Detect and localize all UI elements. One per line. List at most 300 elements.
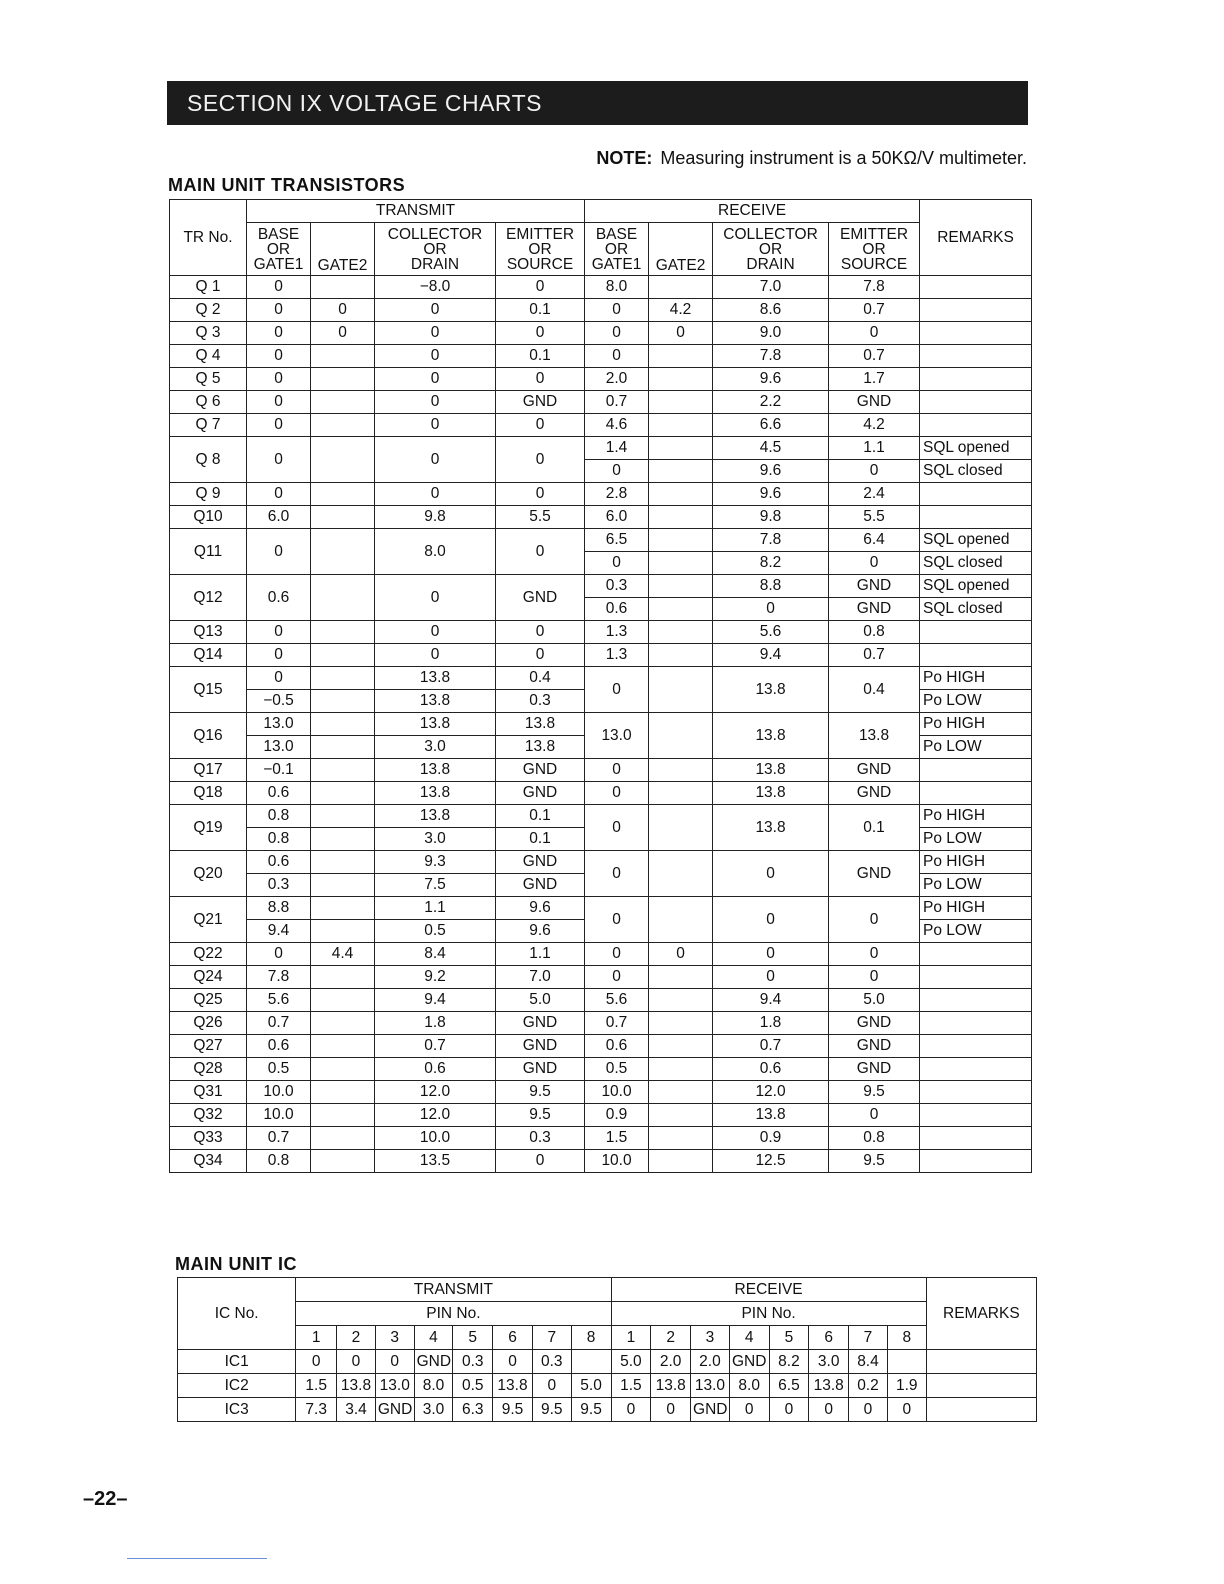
transmit-value: 5.6 xyxy=(247,989,311,1012)
receive-value: 10.0 xyxy=(585,1081,649,1104)
transmit-value: 0 xyxy=(496,621,585,644)
transmit-value: 4.4 xyxy=(311,943,375,966)
transmit-value xyxy=(311,437,375,483)
table-row xyxy=(170,437,1032,460)
ic-receive-value: 5.0 xyxy=(611,1350,651,1374)
transmit-value: 0 xyxy=(311,299,375,322)
transmit-value: 0.6 xyxy=(375,1058,496,1081)
transmit-value: −0.5 xyxy=(247,690,311,713)
header-text: OR xyxy=(862,240,886,258)
remarks-value: SQL opened xyxy=(920,437,1032,460)
receive-value: 4.2 xyxy=(649,299,713,322)
receive-value: 2.8 xyxy=(585,483,649,506)
receive-value: 0.8 xyxy=(829,1127,920,1150)
receive-value xyxy=(649,1150,713,1173)
transmit-value: 0.7 xyxy=(247,1127,311,1150)
receive-value: 5.0 xyxy=(829,989,920,1012)
pin-header: 1 xyxy=(611,1326,651,1350)
transmit-value xyxy=(311,644,375,667)
pin-header: 4 xyxy=(729,1326,769,1350)
header-text: SOURCE xyxy=(506,255,574,273)
header-text: BASE xyxy=(595,225,638,243)
collector-header xyxy=(375,223,496,276)
transmit-value: 7.5 xyxy=(375,874,496,897)
receive-value: 0 xyxy=(585,805,649,851)
receive-value: 0.5 xyxy=(585,1058,649,1081)
receive-value: 0 xyxy=(585,782,649,805)
transmit-value: 0 xyxy=(247,529,311,575)
ic-receive-value: 8.4 xyxy=(849,1350,888,1374)
transmit-value: 0 xyxy=(311,322,375,345)
receive-value: 0 xyxy=(585,552,649,575)
receive-value: 4.6 xyxy=(585,414,649,437)
transmit-value: 9.5 xyxy=(496,1104,585,1127)
transmit-value: 13.8 xyxy=(375,805,496,828)
transmit-value: 8.4 xyxy=(375,943,496,966)
transmit-value xyxy=(311,391,375,414)
receive-value: 0 xyxy=(585,460,649,483)
receive-value xyxy=(649,1127,713,1150)
table-row xyxy=(170,276,1032,299)
ic-remarks-value xyxy=(926,1398,1036,1422)
receive-value: 13.8 xyxy=(713,1104,829,1127)
receive-value: 2.0 xyxy=(585,368,649,391)
transmit-value: 0.1 xyxy=(496,345,585,368)
transmit-value: 13.8 xyxy=(496,736,585,759)
ic-receive-value: 13.8 xyxy=(651,1374,691,1398)
table-row xyxy=(170,1058,1032,1081)
receive-value: 8.6 xyxy=(713,299,829,322)
note-label: NOTE: xyxy=(596,148,653,168)
transmit-value: 0 xyxy=(375,414,496,437)
remarks-value xyxy=(920,368,1032,391)
remarks-value xyxy=(920,989,1032,1012)
receive-value: 1.7 xyxy=(829,368,920,391)
remarks-value: SQL closed xyxy=(920,598,1032,621)
receive-value: 0 xyxy=(649,943,713,966)
receive-value: 8.8 xyxy=(713,575,829,598)
table-row xyxy=(170,989,1032,1012)
header-text: COLLECTOR xyxy=(723,225,818,243)
emitter-header xyxy=(829,223,920,276)
transmit-value xyxy=(311,529,375,575)
receive-value xyxy=(649,598,713,621)
receive-value: 13.8 xyxy=(713,759,829,782)
tr-number: Q24 xyxy=(170,966,247,989)
receive-value xyxy=(649,276,713,299)
transmit-value: 8.8 xyxy=(247,897,311,920)
transmit-value: 0 xyxy=(247,644,311,667)
receive-value: 7.0 xyxy=(713,276,829,299)
receive-value: 0 xyxy=(585,345,649,368)
transmit-value: 0.5 xyxy=(375,920,496,943)
transmit-value: 0 xyxy=(375,644,496,667)
transmit-value xyxy=(311,805,375,828)
tr-number: Q 3 xyxy=(170,322,247,345)
remarks-value xyxy=(920,1012,1032,1035)
tr-number: Q14 xyxy=(170,644,247,667)
receive-value: 0 xyxy=(585,943,649,966)
transmit-value: 0 xyxy=(496,414,585,437)
receive-value: 0 xyxy=(585,299,649,322)
tr-number: Q10 xyxy=(170,506,247,529)
section-banner: SECTION IX VOLTAGE CHARTS xyxy=(167,81,1028,125)
receive-value: 0.7 xyxy=(585,1012,649,1035)
header-text: OR xyxy=(758,240,783,258)
table-row xyxy=(170,506,1032,529)
receive-value: 0 xyxy=(585,897,649,943)
receive-value: GND xyxy=(829,782,920,805)
ic-receive-value: 2.0 xyxy=(651,1350,691,1374)
receive-value: 0.7 xyxy=(829,345,920,368)
transmit-value: 9.4 xyxy=(247,920,311,943)
transmit-value xyxy=(311,989,375,1012)
transmit-value: 12.0 xyxy=(375,1081,496,1104)
transmit-value: 0.1 xyxy=(496,805,585,828)
transmit-value: 6.0 xyxy=(247,506,311,529)
transmit-value: 13.8 xyxy=(496,713,585,736)
ic-heading: MAIN UNIT IC xyxy=(175,1254,297,1274)
receive-value: 8.0 xyxy=(585,276,649,299)
transmit-value: 0.3 xyxy=(496,690,585,713)
ic-receive-value: 0 xyxy=(849,1398,888,1422)
pin-header: 4 xyxy=(414,1326,453,1350)
ic-transmit-value: 0.5 xyxy=(453,1374,493,1398)
receive-value: 0.3 xyxy=(585,575,649,598)
ic-receive-value: 8.0 xyxy=(729,1374,769,1398)
header-text: EMITTER xyxy=(506,225,575,243)
transmit-value: 0.8 xyxy=(247,828,311,851)
pin-header: 5 xyxy=(453,1326,493,1350)
transmit-value: GND xyxy=(496,391,585,414)
transmit-value: 13.8 xyxy=(375,667,496,690)
receive-value: GND xyxy=(829,1035,920,1058)
pin-header: 7 xyxy=(532,1326,571,1350)
remarks-value xyxy=(920,414,1032,437)
transmit-value: 0 xyxy=(247,276,311,299)
emitter-header xyxy=(496,223,585,276)
transmit-value: 0 xyxy=(247,414,311,437)
remarks-value xyxy=(920,966,1032,989)
tr-number: Q13 xyxy=(170,621,247,644)
pin-no-header: PIN No. xyxy=(611,1302,926,1326)
ic-transmit-value: 13.8 xyxy=(493,1374,533,1398)
ic-receive-value: 0.2 xyxy=(849,1374,888,1398)
transmit-value: 7.8 xyxy=(247,966,311,989)
tr-number: Q25 xyxy=(170,989,247,1012)
transmit-value: 0.3 xyxy=(496,1127,585,1150)
table-row xyxy=(170,1104,1032,1127)
transmit-value: 13.0 xyxy=(247,713,311,736)
tr-number: Q34 xyxy=(170,1150,247,1173)
transmit-value: −0.1 xyxy=(247,759,311,782)
transmit-value: 0.1 xyxy=(496,299,585,322)
transmit-value: 0 xyxy=(496,644,585,667)
transmit-value: 9.3 xyxy=(375,851,496,874)
pin-no-header: PIN No. xyxy=(296,1302,611,1326)
receive-value: 0 xyxy=(585,667,649,713)
ic-receive-value: 0 xyxy=(729,1398,769,1422)
receive-value: GND xyxy=(829,759,920,782)
receive-value: 13.8 xyxy=(829,713,920,759)
ic-remarks-header: REMARKS xyxy=(926,1278,1036,1350)
ic-transmit-value: GND xyxy=(414,1350,453,1374)
receive-value: 0 xyxy=(585,851,649,897)
receive-value: 0 xyxy=(713,851,829,897)
receive-value: 0 xyxy=(829,966,920,989)
ic-number: IC1 xyxy=(178,1350,296,1374)
receive-value: 9.4 xyxy=(713,989,829,1012)
receive-value: 2.2 xyxy=(713,391,829,414)
receive-value: GND xyxy=(829,575,920,598)
transmit-value: 13.8 xyxy=(375,782,496,805)
transmit-value: 13.8 xyxy=(375,690,496,713)
remarks-value xyxy=(920,506,1032,529)
receive-value: 13.8 xyxy=(713,667,829,713)
tr-number: Q 1 xyxy=(170,276,247,299)
tr-number: Q 8 xyxy=(170,437,247,483)
tr-number: Q26 xyxy=(170,1012,247,1035)
receive-value: 0 xyxy=(829,943,920,966)
transmit-value xyxy=(311,920,375,943)
transmit-value: 0 xyxy=(496,276,585,299)
table-row xyxy=(178,1350,1037,1374)
table-row xyxy=(170,943,1032,966)
transmit-value xyxy=(311,276,375,299)
transmit-value xyxy=(311,782,375,805)
ic-no-header: IC No. xyxy=(178,1278,296,1350)
transmit-value: 0 xyxy=(375,391,496,414)
ic-receive-value: GND xyxy=(729,1350,769,1374)
tr-number: Q22 xyxy=(170,943,247,966)
receive-value: GND xyxy=(829,1058,920,1081)
transmit-value: 0 xyxy=(496,322,585,345)
receive-value xyxy=(649,966,713,989)
pin-header: 6 xyxy=(493,1326,533,1350)
remarks-value xyxy=(920,1104,1032,1127)
remarks-value xyxy=(920,943,1032,966)
receive-value: 0.6 xyxy=(713,1058,829,1081)
ic-transmit-value: 0 xyxy=(493,1350,533,1374)
tr-number: Q 4 xyxy=(170,345,247,368)
pin-header: 3 xyxy=(375,1326,414,1350)
ic-receive-value: 0 xyxy=(651,1398,691,1422)
transmit-value: −8.0 xyxy=(375,276,496,299)
transmit-value: 0 xyxy=(496,368,585,391)
receive-value: 13.8 xyxy=(713,713,829,759)
header-text: OR xyxy=(266,240,291,258)
ic-transmit-value: 0.3 xyxy=(453,1350,493,1374)
transmit-value: 0 xyxy=(496,437,585,483)
ic-transmit-value: GND xyxy=(375,1398,414,1422)
pin-header: 8 xyxy=(887,1326,926,1350)
transmit-value: 0.6 xyxy=(247,851,311,874)
remarks-value: Po HIGH xyxy=(920,713,1032,736)
table-row xyxy=(170,1127,1032,1150)
receive-value: 1.3 xyxy=(585,644,649,667)
receive-value: GND xyxy=(829,851,920,897)
receive-value: 9.6 xyxy=(713,460,829,483)
header-text: GATE1 xyxy=(253,255,304,273)
transmit-value: 9.8 xyxy=(375,506,496,529)
receive-value: 5.5 xyxy=(829,506,920,529)
receive-value: 0 xyxy=(585,322,649,345)
receive-value: 6.5 xyxy=(585,529,649,552)
receive-value: GND xyxy=(829,391,920,414)
ic-receive-header: RECEIVE xyxy=(611,1278,926,1302)
receive-header: RECEIVE xyxy=(585,200,920,223)
page-number: –22– xyxy=(83,1488,128,1510)
tr-number: Q 5 xyxy=(170,368,247,391)
receive-value: 0 xyxy=(829,322,920,345)
receive-value: 10.0 xyxy=(585,1150,649,1173)
tr-number: Q18 xyxy=(170,782,247,805)
note-text: Measuring instrument is a 50KΩ/V multimeter. xyxy=(660,148,1027,168)
receive-value: 7.8 xyxy=(713,345,829,368)
receive-value: 8.2 xyxy=(713,552,829,575)
receive-value: 2.4 xyxy=(829,483,920,506)
transmit-value: 0.3 xyxy=(247,874,311,897)
transmit-value xyxy=(311,966,375,989)
tr-number: Q15 xyxy=(170,667,247,713)
transmit-value: 10.0 xyxy=(247,1104,311,1127)
ic-transmit-value: 3.4 xyxy=(337,1398,376,1422)
receive-value: GND xyxy=(829,598,920,621)
pin-header: 1 xyxy=(296,1326,337,1350)
table-row xyxy=(170,368,1032,391)
transmit-value: GND xyxy=(496,1035,585,1058)
ic-receive-value: 0 xyxy=(887,1398,926,1422)
receive-value: 0.7 xyxy=(829,644,920,667)
transmit-value: 0.6 xyxy=(247,575,311,621)
receive-value xyxy=(649,1058,713,1081)
ic-transmit-value: 0 xyxy=(337,1350,376,1374)
transmit-header: TRANSMIT xyxy=(247,200,585,223)
receive-value: 9.5 xyxy=(829,1150,920,1173)
tr-number: Q12 xyxy=(170,575,247,621)
receive-value: 12.5 xyxy=(713,1150,829,1173)
receive-value: 0 xyxy=(829,552,920,575)
transmit-value: 10.0 xyxy=(375,1127,496,1150)
table-row xyxy=(170,299,1032,322)
base-header xyxy=(247,223,311,276)
transmit-value: 0.8 xyxy=(247,805,311,828)
remarks-value xyxy=(920,782,1032,805)
ic-transmit-value: 9.5 xyxy=(493,1398,533,1422)
transmit-value: 0 xyxy=(375,345,496,368)
transmit-value: GND xyxy=(496,1012,585,1035)
remarks-value: Po LOW xyxy=(920,736,1032,759)
receive-value xyxy=(649,552,713,575)
receive-value xyxy=(649,529,713,552)
remarks-value xyxy=(920,1150,1032,1173)
receive-value: 4.2 xyxy=(829,414,920,437)
transmit-value: 0 xyxy=(375,322,496,345)
receive-value: 0 xyxy=(829,460,920,483)
ic-transmit-value: 3.0 xyxy=(414,1398,453,1422)
transmit-value: 0 xyxy=(247,322,311,345)
divider-line xyxy=(127,1558,267,1559)
transmit-value xyxy=(311,345,375,368)
table-row xyxy=(170,621,1032,644)
receive-value xyxy=(649,483,713,506)
transmit-value xyxy=(311,1012,375,1035)
transmit-value: GND xyxy=(496,874,585,897)
transmit-value: 0 xyxy=(247,621,311,644)
transmit-value: 13.8 xyxy=(375,713,496,736)
receive-value xyxy=(649,1104,713,1127)
receive-value: 0 xyxy=(713,598,829,621)
receive-value: 0 xyxy=(829,1104,920,1127)
ic-transmit-value xyxy=(571,1350,611,1374)
receive-value xyxy=(649,437,713,460)
tr-number: Q 7 xyxy=(170,414,247,437)
receive-value: 9.0 xyxy=(713,322,829,345)
receive-value: 1.1 xyxy=(829,437,920,460)
transmit-value xyxy=(311,759,375,782)
transmit-value xyxy=(311,874,375,897)
table-row xyxy=(170,529,1032,552)
receive-value: 13.8 xyxy=(713,805,829,851)
transmit-value: 0.7 xyxy=(375,1035,496,1058)
receive-value: 0.6 xyxy=(585,598,649,621)
table-row xyxy=(170,851,1032,874)
pin-header: 8 xyxy=(571,1326,611,1350)
ic-receive-value: 1.5 xyxy=(611,1374,651,1398)
remarks-value: Po HIGH xyxy=(920,805,1032,828)
receive-value xyxy=(649,621,713,644)
remarks-value xyxy=(920,299,1032,322)
table-row xyxy=(170,322,1032,345)
receive-value: 0.9 xyxy=(713,1127,829,1150)
table-row xyxy=(170,575,1032,598)
receive-value: 1.4 xyxy=(585,437,649,460)
transmit-value: GND xyxy=(496,782,585,805)
remarks-value: Po LOW xyxy=(920,920,1032,943)
ic-remarks-value xyxy=(926,1350,1036,1374)
receive-value xyxy=(649,713,713,759)
receive-value: 6.0 xyxy=(585,506,649,529)
receive-value: 0.8 xyxy=(829,621,920,644)
receive-value: 6.4 xyxy=(829,529,920,552)
ic-transmit-value: 9.5 xyxy=(532,1398,571,1422)
remarks-value: Po LOW xyxy=(920,828,1032,851)
tr-no-header: TR No. xyxy=(170,200,247,276)
transmit-value: 0 xyxy=(247,368,311,391)
table-row xyxy=(170,897,1032,920)
header-text: DRAIN xyxy=(746,255,795,273)
transmit-value xyxy=(311,1104,375,1127)
header-text: SOURCE xyxy=(840,255,908,273)
table-row xyxy=(170,805,1032,828)
ic-transmit-value: 13.0 xyxy=(375,1374,414,1398)
transmit-value: 0 xyxy=(247,345,311,368)
remarks-value xyxy=(920,1127,1032,1150)
table-row xyxy=(178,1398,1037,1422)
transmit-value: 1.1 xyxy=(496,943,585,966)
tr-number: Q 9 xyxy=(170,483,247,506)
collector-header xyxy=(713,223,829,276)
transmit-value xyxy=(311,690,375,713)
receive-value: 13.8 xyxy=(713,782,829,805)
receive-value: 0 xyxy=(713,943,829,966)
transmit-value: 0 xyxy=(247,391,311,414)
receive-value xyxy=(649,667,713,713)
tr-number: Q27 xyxy=(170,1035,247,1058)
pin-header: 2 xyxy=(651,1326,691,1350)
remarks-value: SQL closed xyxy=(920,460,1032,483)
receive-value: 5.6 xyxy=(713,621,829,644)
